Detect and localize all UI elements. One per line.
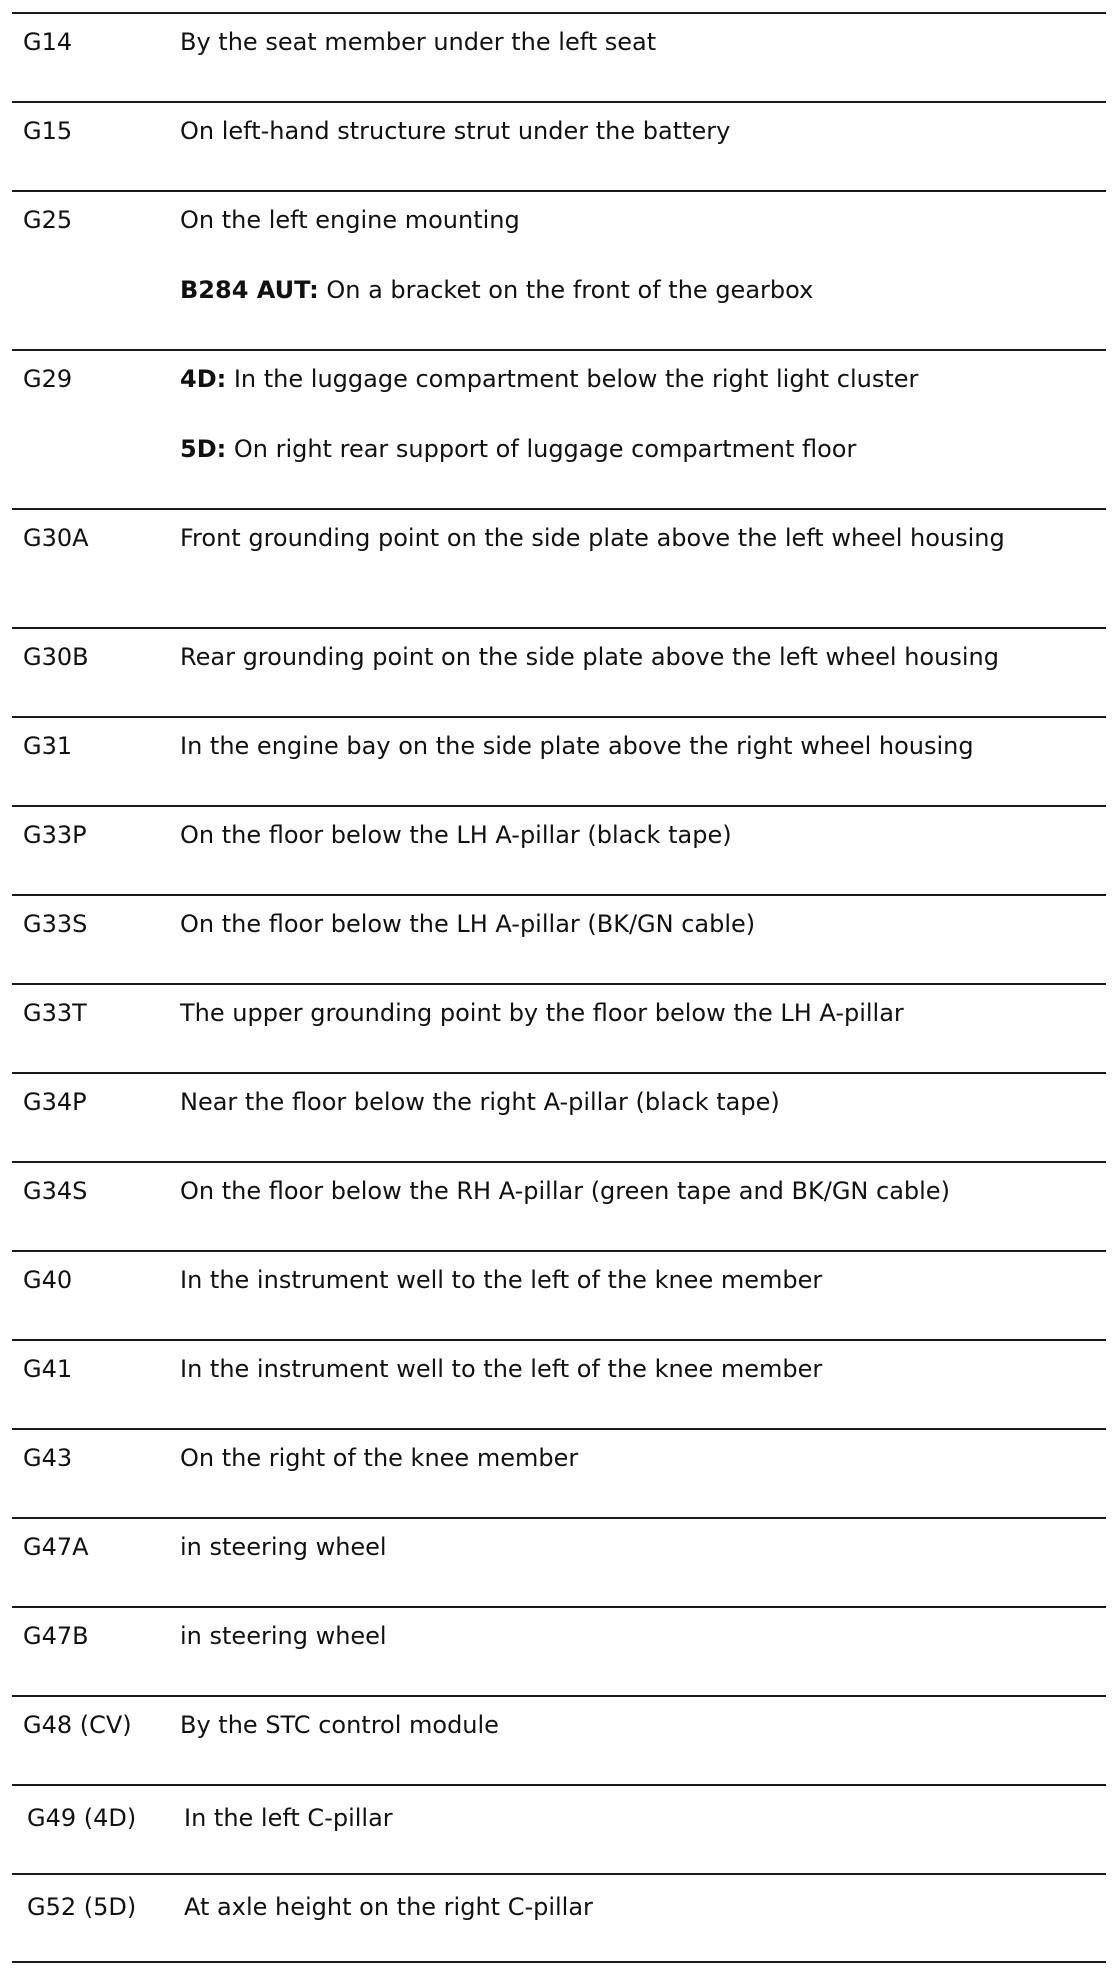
location-text [180, 908, 1102, 940]
table-row [12, 629, 1106, 718]
location-text [180, 1264, 1102, 1296]
grounding-location [180, 1531, 1106, 1606]
grounding-code: G47B [23, 1622, 89, 1650]
grounding-location [180, 363, 1106, 508]
location-description: At axle height on the right C-pillar [184, 1893, 593, 1921]
grounding-code: G30B [23, 643, 89, 671]
location-description: On the left engine mounting [180, 206, 520, 234]
grounding-code: G47A [23, 1533, 89, 1561]
grounding-location [180, 730, 1106, 805]
table-row [12, 1786, 1106, 1875]
location-description: in steering wheel [180, 1622, 387, 1650]
location-text [180, 363, 1102, 395]
location-description: On a bracket on the front of the gearbox [318, 276, 814, 304]
grounding-code: G34P [23, 1088, 87, 1116]
table-row [12, 1163, 1106, 1252]
grounding-location [180, 819, 1106, 894]
location-description: In the engine bay on the side plate above the right wheel housing [180, 732, 974, 760]
grounding-code: G29 [23, 365, 73, 393]
location-prefix: 4D: [180, 365, 227, 393]
grounding-code: G40 [23, 1266, 73, 1294]
grounding-code: G25 [23, 206, 73, 234]
location-text [180, 1531, 1102, 1563]
grounding-location [180, 641, 1106, 716]
location-text [180, 522, 1102, 554]
grounding-location [180, 1620, 1106, 1695]
table-row [12, 1608, 1106, 1697]
location-description: On the floor below the LH A-pillar (black tape) [180, 821, 732, 849]
location-text [180, 433, 1102, 465]
location-description: Rear grounding point on the side plate above the left wheel housing [180, 643, 999, 671]
grounding-location [180, 1442, 1106, 1517]
table-row [12, 1074, 1106, 1163]
location-description: The upper grounding point by the floor below the LH A-pillar [180, 999, 904, 1027]
table-row [12, 14, 1106, 103]
location-text [180, 274, 1102, 306]
table-row [12, 1519, 1106, 1608]
grounding-code: G33S [23, 910, 88, 938]
grounding-code: G31 [23, 732, 73, 760]
table-row [12, 192, 1106, 351]
location-description: In the left C-pillar [184, 1804, 393, 1832]
location-text [180, 1620, 1102, 1652]
grounding-location [180, 1353, 1106, 1428]
location-text [180, 204, 1102, 236]
grounding-points-table [12, 12, 1106, 1963]
table-row [12, 896, 1106, 985]
grounding-location [180, 522, 1106, 627]
location-description: In the instrument well to the left of the knee member [180, 1355, 823, 1383]
table-row [12, 1697, 1106, 1786]
grounding-code: G52 (5D) [27, 1893, 137, 1921]
location-description: In the instrument well to the left of the knee member [180, 1266, 823, 1294]
table-row [12, 807, 1106, 896]
location-text [180, 1353, 1102, 1385]
location-description: On the floor below the LH A-pillar (BK/GN cable) [180, 910, 756, 938]
location-description: In the luggage compartment below the right light cluster [226, 365, 919, 393]
location-description: Front grounding point on the side plate above the left wheel housing [180, 524, 1005, 552]
table-row [12, 1252, 1106, 1341]
grounding-location [180, 1891, 1106, 1961]
grounding-location [180, 1175, 1106, 1250]
grounding-code: G14 [23, 28, 73, 56]
grounding-code: G48 (CV) [23, 1711, 132, 1739]
location-text [180, 1086, 1102, 1118]
location-text [180, 1175, 1102, 1207]
grounding-code: G43 [23, 1444, 73, 1472]
location-description: in steering wheel [180, 1533, 387, 1561]
table-row [12, 103, 1106, 192]
location-description: On left-hand structure strut under the battery [180, 117, 731, 145]
grounding-code: G49 (4D) [27, 1804, 137, 1832]
location-text [180, 1709, 1102, 1741]
grounding-location [180, 1709, 1106, 1784]
location-text [180, 1442, 1102, 1474]
grounding-code: G34S [23, 1177, 88, 1205]
grounding-location [180, 1264, 1106, 1339]
location-text [180, 641, 1102, 673]
location-text [180, 730, 1102, 762]
grounding-location [180, 115, 1106, 190]
table-row [12, 1341, 1106, 1430]
table-row [12, 1430, 1106, 1519]
location-prefix: 5D: [180, 435, 227, 463]
grounding-code: G30A [23, 524, 89, 552]
table-row [12, 718, 1106, 807]
location-description: On the right of the knee member [180, 1444, 579, 1472]
grounding-location [180, 26, 1106, 101]
grounding-location [180, 1086, 1106, 1161]
location-prefix: B284 AUT: [180, 276, 319, 304]
table-row [12, 351, 1106, 510]
grounding-code: G33P [23, 821, 87, 849]
location-text [184, 1891, 1102, 1923]
location-text [180, 819, 1102, 851]
grounding-code: G15 [23, 117, 73, 145]
table-row [12, 1875, 1106, 1963]
grounding-location [180, 997, 1106, 1072]
grounding-location [180, 908, 1106, 983]
grounding-location [180, 204, 1106, 349]
location-text [180, 997, 1102, 1029]
grounding-location [180, 1802, 1106, 1873]
location-text [180, 115, 1102, 147]
table-row [12, 510, 1106, 629]
table-row [12, 985, 1106, 1074]
location-text [184, 1802, 1102, 1834]
location-description: On right rear support of luggage compartment floor [226, 435, 857, 463]
location-text [180, 26, 1102, 58]
location-description: By the seat member under the left seat [180, 28, 657, 56]
grounding-code: G41 [23, 1355, 73, 1383]
location-description: Near the floor below the right A-pillar (black tape) [180, 1088, 780, 1116]
location-description: By the STC control module [180, 1711, 499, 1739]
grounding-code: G33T [23, 999, 87, 1027]
location-description: On the floor below the RH A-pillar (green tape and BK/GN cable) [180, 1177, 950, 1205]
